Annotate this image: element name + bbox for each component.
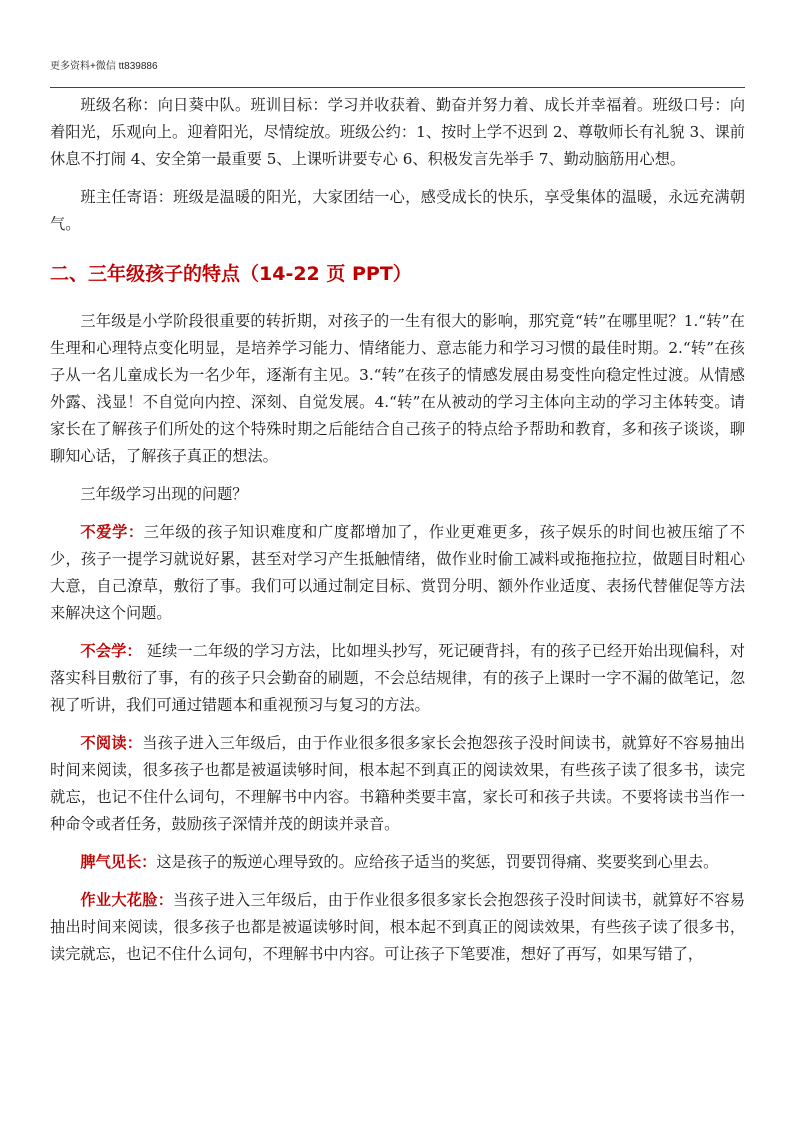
- header-divider: [50, 87, 745, 88]
- issue-paragraph: [50, 887, 745, 968]
- document-body: [50, 92, 745, 968]
- issue-paragraph: [50, 730, 745, 838]
- page-header-note: 更多资料+微信 tt839886: [50, 61, 158, 72]
- issue-text: 当孩子进入三年级后，由于作业很多很多家长会抱怨孩子没时间读书，就算好不容易抽出时间来阅读，很多孩子也都是被逼读够时间，根本起不到真正的阅读效果，有些孩子读了很多书，读完就忘，也记不住什么词句，不理解书中内容。书籍种类要丰富，家长可和孩子共读。不要将读书当作一种命令或者任务，鼓励孩子深情并茂的朗读并录音。: [50, 734, 746, 833]
- teacher-message-paragraph: 班主任寄语：班级是温暖的阳光，大家团结一心，感受成长的快乐，享受集体的温暖，永远充满朝气。: [50, 188, 745, 233]
- issue-paragraph: [50, 519, 745, 627]
- issue-paragraph: [50, 638, 745, 719]
- issue-paragraph: [50, 849, 745, 876]
- issue-text: 这是孩子的叛逆心理导致的。应给孩子适当的奖惩，罚要罚得痛、奖要奖到心里去。: [156, 853, 719, 871]
- issue-label: 不爱学：: [80, 523, 144, 541]
- issue-label: 脾气见长：: [80, 853, 157, 871]
- issue-label: 不阅读：: [80, 734, 143, 752]
- intro-paragraph: 三年级是小学阶段很重要的转折期，对孩子的一生有很大的影响，那究竟“转”在哪里呢？1.“转”在生理和心理特点变化明显，是培养学习能力、情绪能力、意志能力和学习习惯的最佳时期。2.“转”在孩子从一名儿童成长为一名少年，逐渐有主见。3.“转”在孩子的情感发展由易变性向稳定性过渡。从情感外露、浅显！不自觉向内控、深刻、自觉发展。4.“转”在从被动的学习主体向主动的学习主体转变。请家长在了解孩子们所处的这个特殊时期之后能结合自己孩子的特点给予帮助和教育，多和孩子谈谈，聊聊知心话，了解孩子真正的想法。: [50, 312, 745, 465]
- section-heading: 二、三年级孩子的特点（14-22 页 PPT）: [50, 263, 412, 285]
- issue-text: 延续一二年级的学习方法，比如埋头抄写，死记硬背抖，有的孩子已经开始出现偏科，对落实科目敷衍了事，有的孩子只会勤奋的刷题，不会总结规律，有的孩子上课时一字不漏的做笔记，忽视了听讲，我们可通过错题本和重视预习与复习的方法。: [50, 642, 745, 714]
- class-info-paragraph: 班级名称：向日葵中队。班训目标：学习并收获着、勤奋并努力着、成长并幸福着。班级口号：向着阳光，乐观向上。迎着阳光，尽情绽放。班级公约：1、按时上学不迟到 2、尊敬师长有礼貌 3、课前休息不打闹 4、安全第一最重要 5、上课听讲要专心 6、积极发言先举手 7、勤动脑筋用心想。: [50, 96, 745, 168]
- issue-text: 三年级的孩子知识难度和广度都增加了，作业更难更多，孩子娱乐的时间也被压缩了不少，孩子一提学习就说好累，甚至对学习产生抵触情绪，做作业时偷工减料或拖拖拉拉，做题目时粗心大意，自己潦草，敷衍了事。我们可以通过制定目标、赏罚分明、额外作业适度、表扬代替催促等方法来解决这个问题。: [50, 523, 746, 622]
- issue-label: 不会学：: [80, 642, 142, 660]
- issue-label: 作业大花脸：: [80, 891, 174, 909]
- question-line: 三年级学习出现的问题？: [80, 485, 248, 503]
- issue-text: 当孩子进入三年级后，由于作业很多很多家长会抱怨孩子没时间读书，就算好不容易抽出时间来阅读，很多孩子也都是被逼读够时间，根本起不到真正的阅读效果，有些孩子读了很多书，读完就忘，也记不住什么词句，不理解书中内容。可让孩子下笔要准，想好了再写，如果写错了，: [50, 891, 746, 963]
